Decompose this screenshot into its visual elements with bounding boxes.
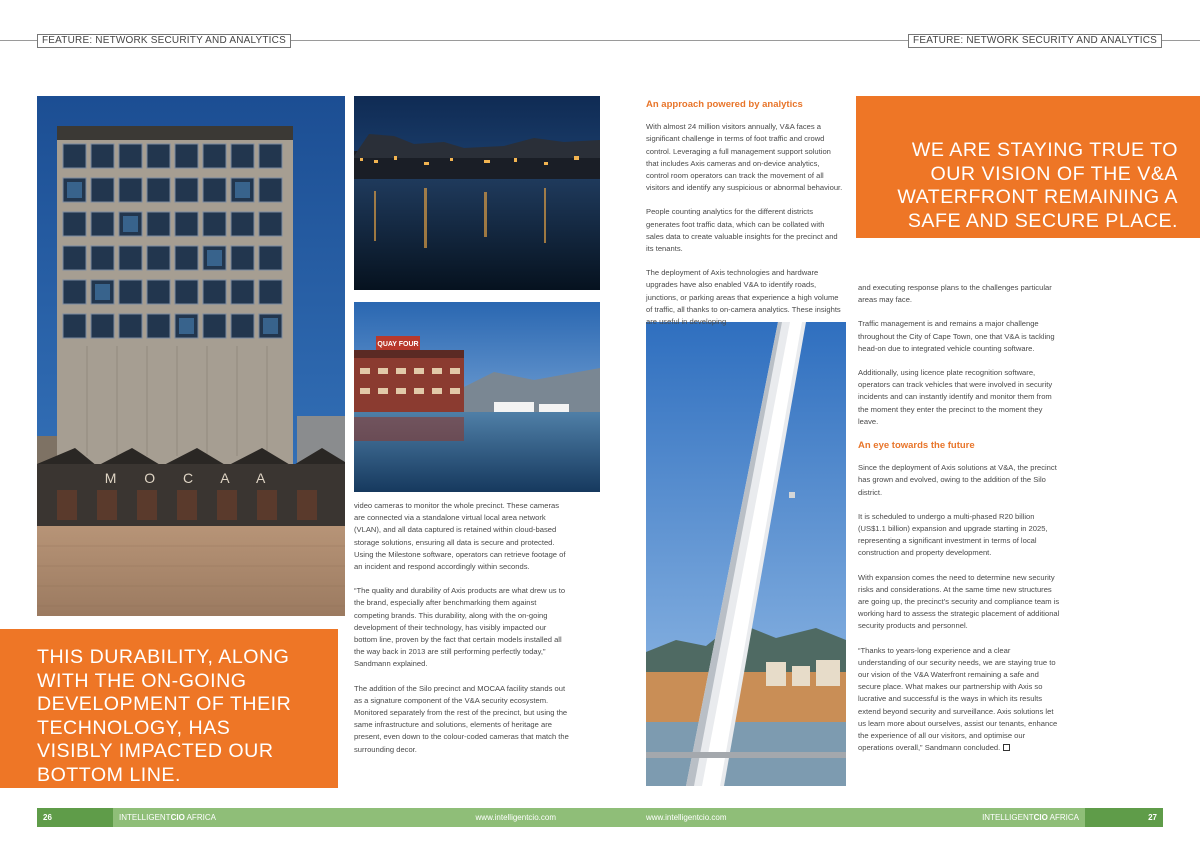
heading-future: An eye towards the future — [858, 440, 975, 452]
page-number-left: 26 — [37, 808, 113, 827]
end-of-article-icon — [1003, 744, 1010, 751]
brand-light: INTELLIGENT — [119, 813, 171, 822]
paragraph: The addition of the Silo precinct and MOCAA facility stands out as a signature component of the V&A security ecosystem. Monitored separately from the rest of the precinct, but using the same infrastructure and solutions, elements of heritage are present, even down to the colour-coded cameras that match the surrounding decor. — [354, 683, 569, 754]
mocaa-sign: M O C A A — [104, 470, 278, 486]
closing-paragraph-text: “Thanks to years-long experience and a clear understanding of our security needs, we are staying true to our vision of the V&A Waterfront remaining a safe and secure place. What makes our partnership with Axis so lucrative and successful is the ways in which its results extend beyond security and surveillance. Axis solutions let us learn more about ourselves, assist our tenants, enhance the experience of all our visitors, and optimise our operations overall,” Sandmann concluded. — [858, 645, 1058, 753]
brand-suffix: AFRICA — [1047, 813, 1079, 822]
pull-quote-left: THIS DURABILITY, ALONG WITH THE ON-GOING DEVELOPMENT OF THEIR TECHNOLOGY, HAS VISIBLY IMPACTED OUR BOTTOM LINE. — [0, 629, 338, 788]
paragraph: “The quality and durability of Axis products are what drew us to the brand, especially after benchmarking them against competing brands. This durability, along with the on-going development of their technology, has visibly impacted our bottom line, proven by the fact that certain models installed all the way back in 2013 are still performing perfectly today,” Sandmann explained. — [354, 586, 566, 669]
brand-bold: CIO — [1033, 813, 1048, 822]
quay-sign: QUAY FOUR — [377, 341, 419, 348]
section-tag-left: FEATURE: NETWORK SECURITY AND ANALYTICS — [37, 34, 291, 48]
closing-paragraph — [858, 645, 1060, 755]
paragraph: Since the deployment of Axis solutions at V&A, the precinct has grown and evolved, owing to the addition of the Silo district. — [858, 463, 1057, 497]
article-column-right-2 — [858, 282, 1060, 767]
pull-quote-right: WE ARE STAYING TRUE TO OUR VISION OF THE V&A WATERFRONT REMAINING A SAFE AND SECURE PLACE. — [856, 96, 1200, 238]
paragraph: With expansion comes the need to determine new security risks and considerations. At the same time new structures are going up, the precinct’s security and compliance team is working hard to assess the strategic placement of additional security products and personnel. — [858, 572, 1060, 631]
brand-bold: CIO — [170, 813, 185, 822]
heading-analytics: An approach powered by analytics — [646, 99, 803, 110]
paragraph: video cameras to monitor the whole precinct. These cameras are connected via a standalone virtual local area network (VLAN), and all data captured is retained within cloud-based storage solutions, ensuring all data is secure and protected. Using the Milestone software, operators can retrieve footage of an incident and respond accordingly within seconds. — [354, 501, 566, 572]
paragraph: People counting analytics for the different districts generates foot traffic data, which can be collated with sales data to create valuable insights for the precinct and its tenants. — [646, 207, 838, 254]
photo-quay-waterfront — [354, 302, 600, 492]
brand-footer-left — [119, 808, 216, 827]
photo-harbour-night — [354, 96, 600, 290]
brand-suffix: AFRICA — [184, 813, 216, 822]
section-tag-right: FEATURE: NETWORK SECURITY AND ANALYTICS — [908, 34, 1162, 48]
photo-silo-building — [37, 96, 345, 616]
paragraph: The deployment of Axis technologies and hardware upgrades have also enabled V&A to identify roads, junctions, or parking areas that experience a high volume of traffic, all thanks to on-camera analytics. These insights are useful in developing — [646, 268, 841, 327]
website-link-left[interactable]: www.intelligentcio.com — [475, 813, 556, 822]
article-column-left-page — [354, 500, 570, 768]
brand-light: INTELLIGENT — [982, 813, 1034, 822]
paragraph: Additionally, using licence plate recognition software, operators can track vehicles that were involved in security incidents and can instantly identify and monitor them from the moment they enter the precinct to the moment they leave. — [858, 368, 1053, 426]
footer-strip-left — [113, 808, 600, 827]
brand-footer-right — [982, 808, 1079, 827]
paragraph: Traffic management is and remains a major challenge throughout the City of Cape Town, one that V&A is tackling head-on due to integrated vehicle counting software. — [858, 319, 1055, 353]
page-number-right: 27 — [1085, 808, 1163, 827]
paragraph: and executing response plans to the challenges particular areas may face. — [858, 283, 1052, 305]
website-link-right[interactable]: www.intelligentcio.com — [646, 813, 727, 822]
photo-swing-bridge — [646, 322, 846, 786]
paragraph: With almost 24 million visitors annually, V&A faces a significant challenge in terms of foot traffic and crowd control. Leveraging a full management support solution that includes Axis cameras and on-device analytics, control room operators can track the movement of all visitors and identify any suspicious or abnormal behaviour. — [646, 122, 843, 193]
footer-strip-right — [600, 808, 1085, 827]
article-column-right-1 — [646, 99, 844, 340]
paragraph: It is scheduled to undergo a multi-phased R20 billion (US$1.1 billion) expansion and upgrade starting in 2025, representing a significant investment in terms of local construction and property development. — [858, 511, 1048, 558]
